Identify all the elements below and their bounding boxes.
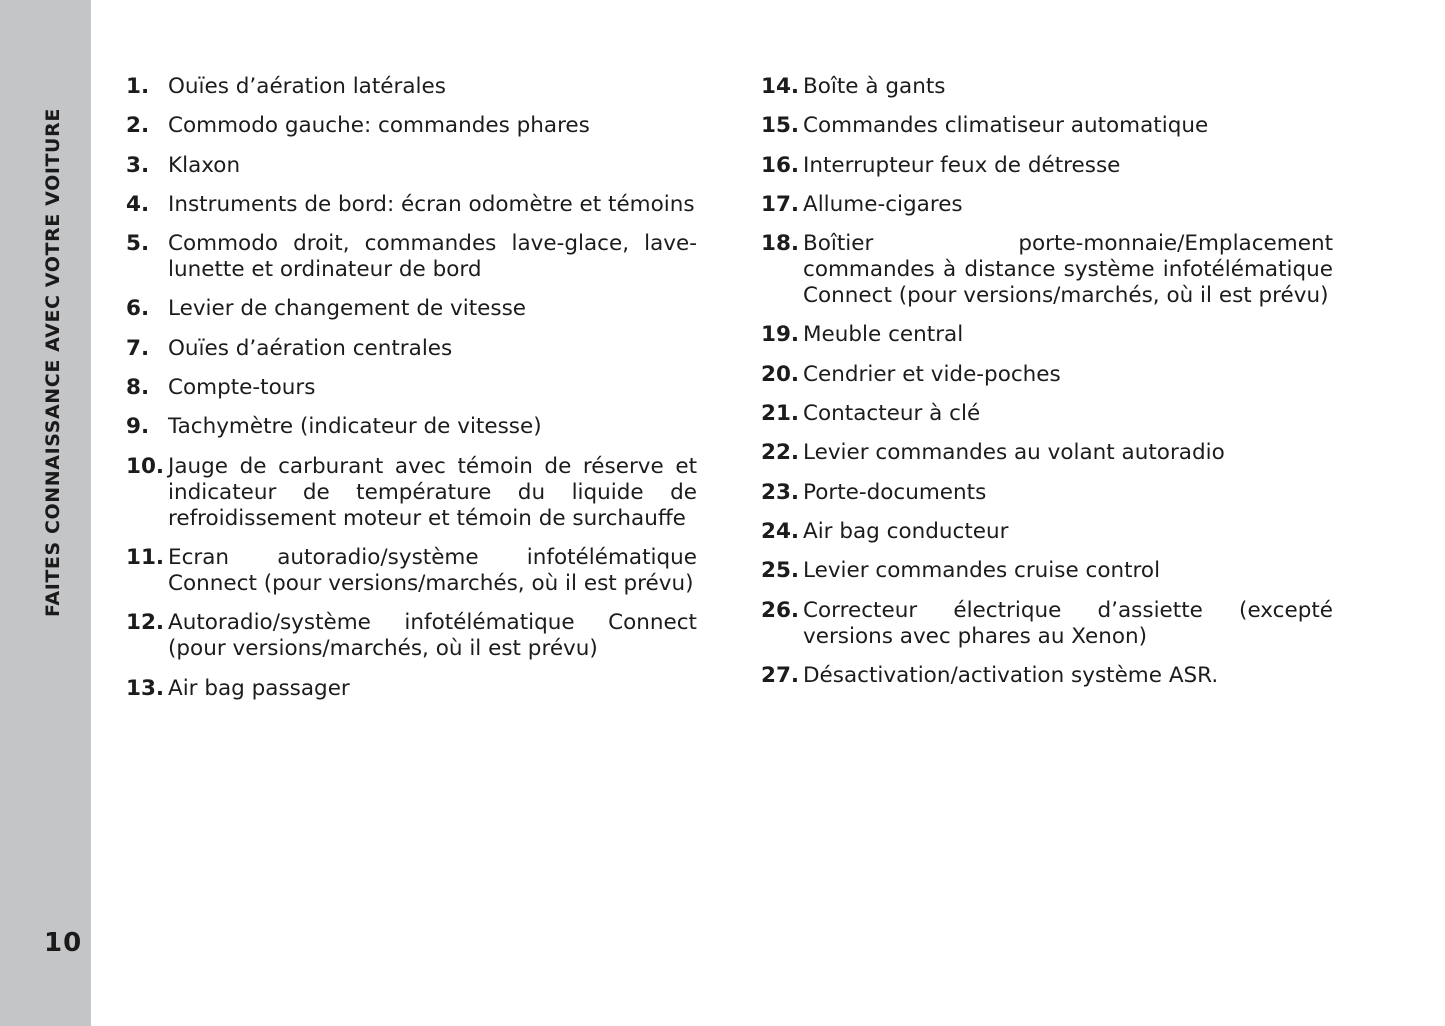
item-text: Porte-documents	[803, 479, 987, 505]
item-text: Air bag passager	[168, 675, 350, 701]
item-text: Compte-tours	[168, 375, 316, 401]
item-text: Allume-cigares	[803, 191, 963, 217]
chapter-title: FAITES CONNAISSANCE AVEC VOTRE VOITURE	[42, 108, 64, 617]
legend-item	[761, 74, 1333, 100]
item-number: 1.	[126, 74, 150, 99]
item-number: 15.	[761, 113, 800, 139]
legend-item	[126, 414, 697, 440]
item-number: 13.	[126, 675, 165, 701]
legend-item	[761, 663, 1333, 689]
item-text: Air bag conducteur	[803, 518, 1009, 544]
legend-item	[761, 322, 1333, 348]
item-text: Correcteur électrique d’assiette (excepté versions avec phares au Xenon)	[803, 597, 1333, 649]
legend-item	[761, 362, 1333, 388]
item-number: 17.	[761, 191, 800, 217]
legend-list-right	[761, 74, 1333, 702]
legend-item	[761, 113, 1333, 139]
legend-list-left	[126, 74, 697, 715]
legend-item	[126, 336, 697, 362]
item-number: 12.	[126, 610, 165, 636]
legend-item	[126, 375, 697, 401]
legend-item	[761, 153, 1333, 179]
item-number: 16.	[761, 152, 800, 178]
item-text: Levier commandes cruise control	[803, 558, 1161, 584]
item-text: Contacteur à clé	[803, 401, 981, 427]
item-number: 3.	[126, 152, 150, 178]
legend-item	[126, 74, 697, 100]
item-text: Commodo droit, commandes lave-glace, lave-lunette et ordinateur de bord	[168, 231, 697, 283]
legend-item	[126, 231, 697, 283]
legend-item	[761, 519, 1333, 545]
legend-item	[761, 401, 1333, 427]
item-text: Instruments de bord: écran odomètre et témoins	[168, 191, 695, 217]
item-text: Tachymètre (indicateur de vitesse)	[168, 414, 542, 440]
item-number: 9.	[126, 414, 150, 440]
item-text: Jauge de carburant avec témoin de réserve et indicateur de température du liquide de refroidissement moteur et témoin de surchauffe	[168, 453, 697, 531]
item-text: Boîtier porte-monnaie/Emplacement commandes à distance système infotélématique Connect (pour versions/marchés, où il est prévu)	[803, 231, 1333, 309]
item-text: Ouïes d’aération centrales	[168, 335, 453, 361]
item-number: 4.	[126, 191, 150, 217]
item-text: Meuble central	[803, 322, 964, 348]
item-number: 8.	[126, 375, 150, 401]
item-number: 26.	[761, 597, 800, 623]
item-number: 25.	[761, 558, 800, 584]
item-text: Désactivation/activation système ASR.	[803, 662, 1219, 688]
item-number: 20.	[761, 361, 800, 387]
item-number: 23.	[761, 479, 800, 505]
item-text: Commodo gauche: commandes phares	[168, 113, 590, 139]
legend-item	[126, 545, 697, 597]
item-text: Autoradio/système infotélématique Connect (pour versions/marchés, où il est prévu)	[168, 610, 697, 662]
page-number: 10	[44, 928, 83, 958]
item-text: Commandes climatiseur automatique	[803, 113, 1209, 139]
item-number: 2.	[126, 113, 150, 139]
item-number: 10.	[126, 453, 165, 479]
legend-item	[126, 454, 697, 532]
legend-item	[126, 296, 697, 322]
item-number: 11.	[126, 544, 165, 570]
legend-item	[761, 231, 1333, 309]
item-number: 19.	[761, 322, 800, 348]
legend-item	[761, 558, 1333, 584]
item-text: Cendrier et vide-poches	[803, 361, 1061, 387]
item-number: 22.	[761, 440, 800, 466]
legend-item	[761, 192, 1333, 218]
item-text: Klaxon	[168, 152, 241, 178]
item-text: Ouïes d’aération latérales	[168, 74, 446, 99]
sidebar	[0, 0, 91, 1026]
item-text: Ecran autoradio/système infotélématique Connect (pour versions/marchés, où il est prévu)	[168, 544, 697, 596]
legend-item	[761, 598, 1333, 650]
legend-item	[126, 113, 697, 139]
item-number: 6.	[126, 296, 150, 322]
item-text: Interrupteur feux de détresse	[803, 152, 1121, 178]
item-number: 27.	[761, 662, 800, 688]
legend-item	[761, 440, 1333, 466]
legend-item	[761, 480, 1333, 506]
legend-item	[126, 610, 697, 662]
item-text: Boîte à gants	[803, 74, 946, 99]
item-number: 24.	[761, 518, 800, 544]
item-number: 18.	[761, 231, 800, 257]
item-number: 21.	[761, 401, 800, 427]
item-number: 14.	[761, 74, 800, 99]
legend-item	[126, 192, 697, 218]
legend-item	[126, 676, 697, 702]
legend-item	[126, 153, 697, 179]
item-text: Levier de changement de vitesse	[168, 296, 527, 322]
item-number: 5.	[126, 231, 150, 257]
item-text: Levier commandes au volant autoradio	[803, 440, 1225, 466]
item-number: 7.	[126, 335, 150, 361]
